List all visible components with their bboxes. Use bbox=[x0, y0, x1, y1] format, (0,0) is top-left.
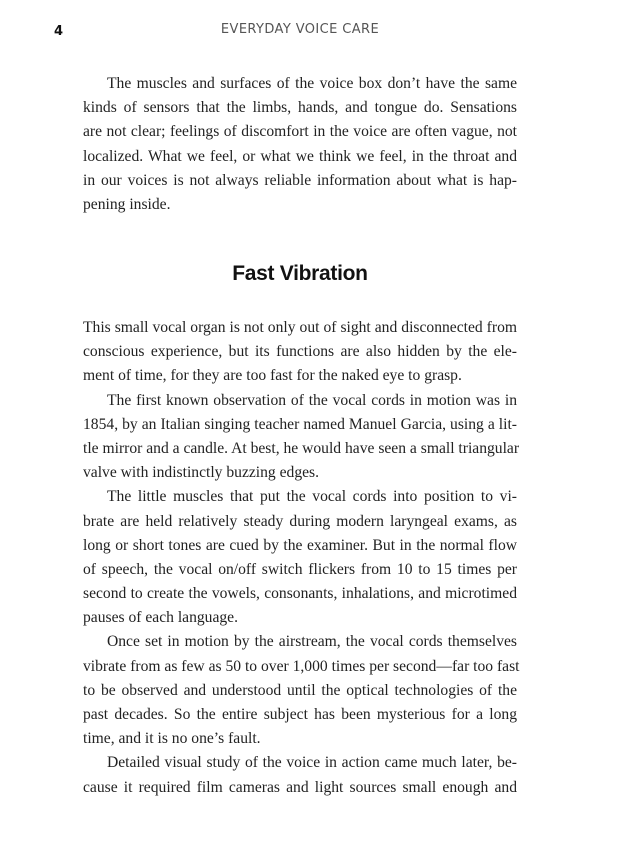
text-line: time, and it is no one’s fault. bbox=[83, 730, 261, 748]
text-line: of speech, the vocal on/off switch flickers from 10 to 15 times per bbox=[83, 560, 517, 578]
text-line: long or short tones are cued by the examiner. But in the normal flow bbox=[83, 536, 517, 554]
text-line: brate are held relatively steady during modern laryngeal exams, as bbox=[83, 512, 517, 530]
text-line: ment of time, for they are too fast for the naked eye to grasp. bbox=[83, 367, 462, 385]
intro-text bbox=[83, 72, 517, 217]
section-body bbox=[83, 316, 520, 800]
text-line: past decades. So the entire subject has been mysterious for a long bbox=[83, 706, 517, 723]
text-line: kinds of sensors that the limbs, hands, and tongue do. Sensations bbox=[83, 99, 517, 117]
paragraph bbox=[83, 485, 517, 630]
text-line: pauses of each language. bbox=[83, 609, 239, 627]
text-line: The first known observation of the vocal cords in motion was in bbox=[107, 391, 517, 409]
text-line: This small vocal organ is not only out of sight and disconnected from bbox=[83, 319, 517, 336]
text-line: are not clear; feelings of discomfort in the voice are often vague, not bbox=[83, 123, 517, 141]
text-line: in our voices is not always reliable information about what is hap- bbox=[83, 171, 517, 189]
running-header: EVERYDAY VOICE CARE bbox=[220, 22, 380, 37]
page-number: 4 bbox=[54, 24, 64, 39]
section-heading: Fast Vibration bbox=[232, 262, 368, 285]
paragraph bbox=[83, 630, 520, 751]
text-line: pening inside. bbox=[83, 195, 171, 213]
text-line: tle mirror and a candle. At best, he would have seen a small triangular bbox=[83, 439, 520, 457]
text-line: to be observed and understood until the optical technologies of the bbox=[83, 681, 517, 699]
text-line: 1854, by an Italian singing teacher named Manuel Garcia, using a lit- bbox=[83, 415, 517, 433]
text-line: Once set in motion by the airstream, the vocal cords themselves bbox=[107, 633, 517, 651]
text-line: cause it required film cameras and light sources small enough and bbox=[83, 778, 517, 796]
paragraph bbox=[83, 751, 517, 799]
text-line: Detailed visual study of the voice in action came much later, be- bbox=[107, 754, 517, 772]
paragraph bbox=[83, 389, 520, 486]
text-line: The muscles and surfaces of the voice box don’t have the same bbox=[107, 75, 517, 92]
text-line: second to create the vowels, consonants, inhalations, and microtimed bbox=[83, 585, 517, 603]
text-line: valve with indistinctly buzzing edges. bbox=[83, 464, 320, 482]
text-line: vibrate from as few as 50 to over 1,000 times per second—far too fast bbox=[83, 657, 520, 675]
text-line: conscious experience, but its functions are also hidden by the ele- bbox=[83, 343, 517, 361]
paragraph bbox=[83, 316, 517, 389]
text-line: localized. What we feel, or what we think we feel, in the throat and bbox=[83, 147, 517, 165]
text-line: The little muscles that put the vocal cords into position to vi- bbox=[107, 488, 517, 506]
paragraph bbox=[83, 72, 517, 217]
